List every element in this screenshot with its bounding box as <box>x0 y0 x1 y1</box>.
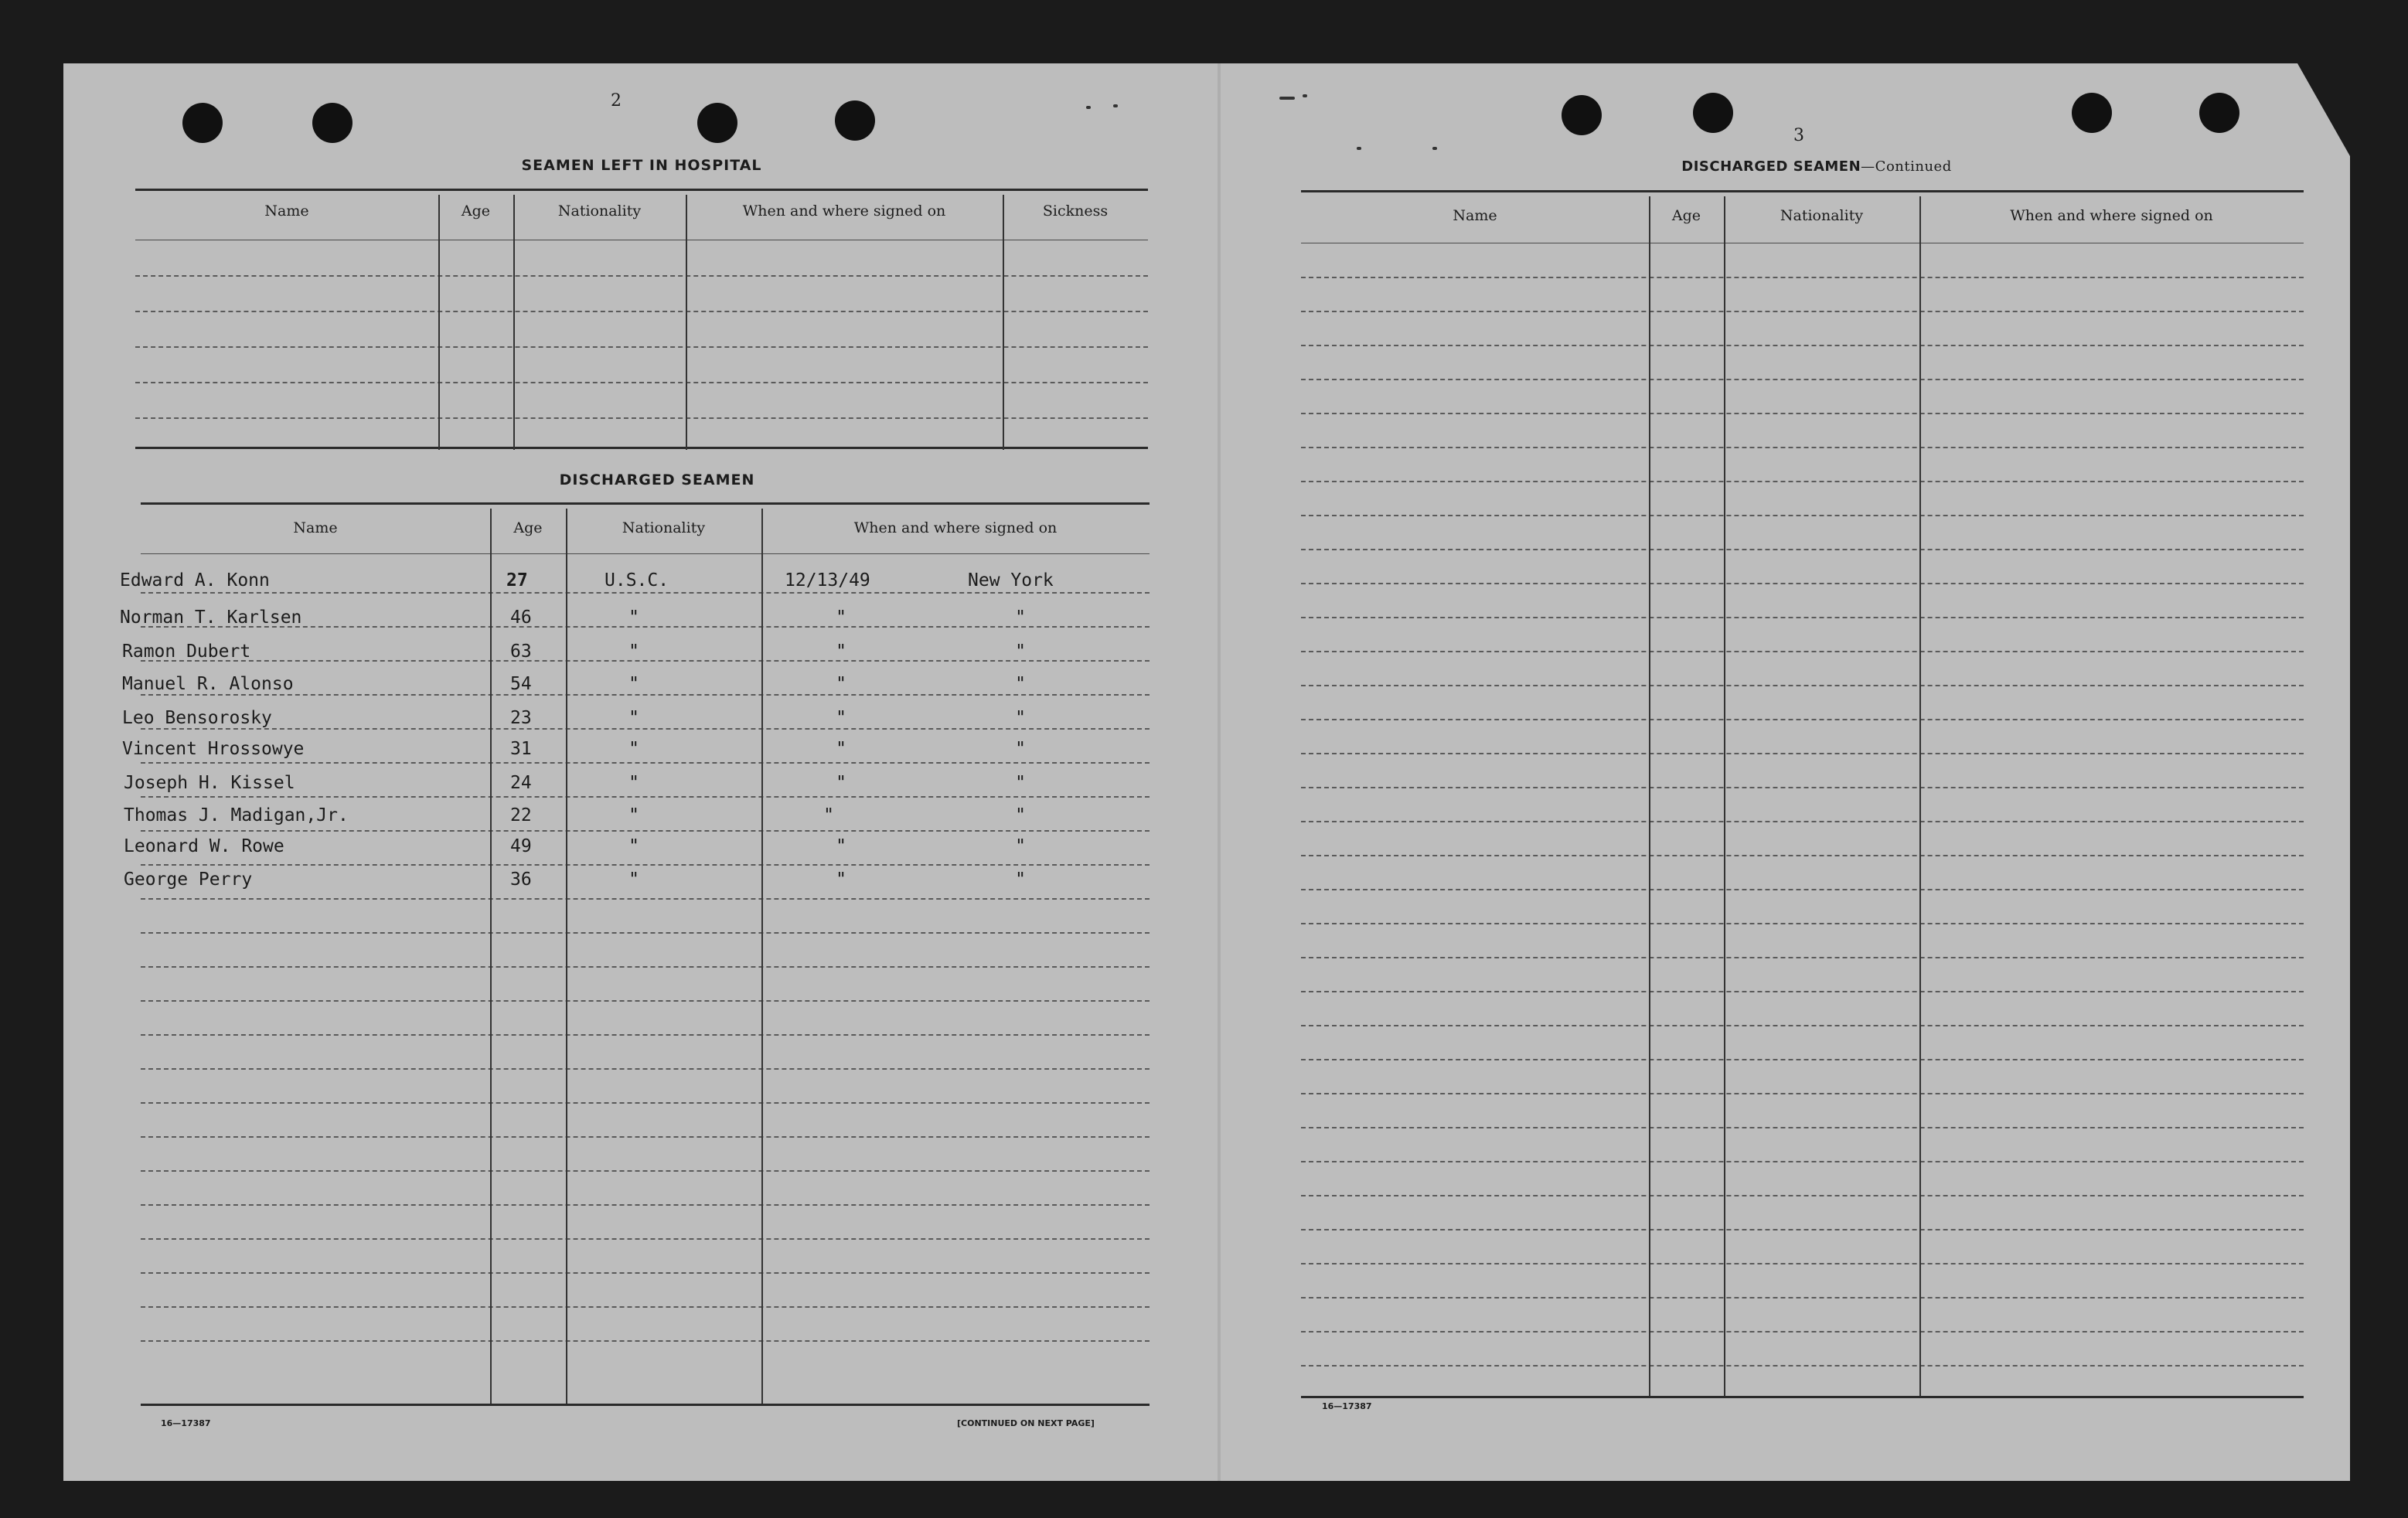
punch-hole <box>835 100 875 141</box>
seaman-name: Joseph H. Kissel <box>124 773 295 793</box>
seaman-nationality: " <box>628 708 639 728</box>
signed-on-date: " <box>836 608 846 628</box>
punch-hole <box>2072 93 2112 133</box>
page-number-right: 3 <box>1793 126 1804 145</box>
ink-speck <box>1086 106 1091 109</box>
ink-speck <box>1113 104 1118 107</box>
punch-hole <box>697 103 737 143</box>
seaman-nationality: " <box>628 870 639 890</box>
seaman-nationality: " <box>628 773 639 793</box>
signed-on-place: " <box>1015 608 1026 628</box>
signed-on-place: " <box>1015 870 1026 890</box>
punch-hole <box>1562 95 1602 135</box>
signed-on-place: " <box>1015 674 1026 694</box>
signed-on-date: " <box>836 642 846 662</box>
punch-hole <box>2199 93 2239 133</box>
seaman-nationality: " <box>628 608 639 628</box>
discharged-header-signed-on: When and where signed on <box>853 519 1058 536</box>
page-number-left: 2 <box>611 91 622 111</box>
form-number-left: 16—17387 <box>161 1418 211 1428</box>
punch-hole <box>312 103 353 143</box>
seaman-name: Thomas J. Madigan,Jr. <box>124 805 349 825</box>
hospital-header-nationality: Nationality <box>557 203 642 220</box>
seaman-name: George Perry <box>124 870 253 890</box>
page-fold <box>1218 63 1221 1481</box>
right-header-signed-on: When and where signed on <box>2010 207 2213 224</box>
seaman-age: 36 <box>510 870 532 890</box>
seaman-nationality: " <box>628 805 639 825</box>
discharged-table-left <box>141 502 1150 1407</box>
discharged-header-name: Name <box>293 519 338 536</box>
seaman-age: 23 <box>510 708 532 728</box>
ink-speck <box>1303 94 1307 97</box>
ink-speck <box>1432 147 1437 150</box>
signed-on-date: 12/13/49 <box>785 570 870 591</box>
signed-on-place: " <box>1015 708 1026 728</box>
discharged-header-nationality: Nationality <box>622 519 706 536</box>
seaman-age: 49 <box>510 836 532 856</box>
seaman-age: 31 <box>510 739 532 759</box>
hospital-header-sickness: Sickness <box>1042 203 1109 220</box>
seaman-nationality: " <box>628 739 639 759</box>
signed-on-date: " <box>836 773 846 793</box>
right-header-name: Name <box>1453 207 1497 224</box>
discharged-table-right <box>1301 190 2304 1404</box>
seaman-age: 46 <box>510 608 532 628</box>
ink-speck <box>1279 97 1295 100</box>
seaman-name: Ramon Dubert <box>122 642 251 662</box>
hospital-table <box>135 189 1148 453</box>
seaman-age: 27 <box>506 570 528 591</box>
signed-on-place: " <box>1015 642 1026 662</box>
signed-on-date: " <box>823 805 834 825</box>
hospital-header-signed-on: When and where signed on <box>742 203 946 220</box>
signed-on-place: New York <box>968 570 1054 591</box>
ink-speck <box>1357 147 1361 150</box>
seaman-age: 22 <box>510 805 532 825</box>
signed-on-date: " <box>836 674 846 694</box>
seaman-nationality: U.S.C. <box>605 570 669 591</box>
form-number-right: 16—17387 <box>1322 1401 1372 1411</box>
seaman-nationality: " <box>628 836 639 856</box>
seaman-name: Edward A. Konn <box>120 570 270 591</box>
hospital-section-title: SEAMEN LEFT IN HOSPITAL <box>521 157 762 174</box>
seaman-name: Leo Bensorosky <box>122 708 272 728</box>
right-header-nationality: Nationality <box>1780 207 1864 224</box>
signed-on-date: " <box>836 870 846 890</box>
discharged-continued-title <box>1592 158 2041 175</box>
signed-on-date: " <box>836 739 846 759</box>
seaman-name: Norman T. Karlsen <box>120 608 302 628</box>
hospital-header-name: Name <box>264 203 309 220</box>
signed-on-place: " <box>1015 773 1026 793</box>
seaman-age: 54 <box>510 674 532 694</box>
seaman-age: 24 <box>510 773 532 793</box>
discharged-continued-title-rest: —Continued <box>1861 158 1952 175</box>
hospital-header-age: Age <box>461 203 491 220</box>
signed-on-date: " <box>836 708 846 728</box>
signed-on-place: " <box>1015 836 1026 856</box>
discharged-header-age: Age <box>513 519 543 536</box>
right-header-age: Age <box>1671 207 1701 224</box>
punch-hole <box>182 103 223 143</box>
continued-note: [CONTINUED ON NEXT PAGE] <box>957 1418 1095 1428</box>
discharged-section-title: DISCHARGED SEAMEN <box>559 471 755 488</box>
punch-hole <box>1693 93 1733 133</box>
signed-on-date: " <box>836 836 846 856</box>
seaman-name: Leonard W. Rowe <box>124 836 284 856</box>
seaman-nationality: " <box>628 642 639 662</box>
seaman-name: Manuel R. Alonso <box>122 674 294 694</box>
seaman-nationality: " <box>628 674 639 694</box>
discharged-continued-title-bold: DISCHARGED SEAMEN <box>1681 158 1861 175</box>
seaman-name: Vincent Hrossowye <box>122 739 305 759</box>
signed-on-place: " <box>1015 805 1026 825</box>
signed-on-place: " <box>1015 739 1026 759</box>
seaman-age: 63 <box>510 642 532 662</box>
